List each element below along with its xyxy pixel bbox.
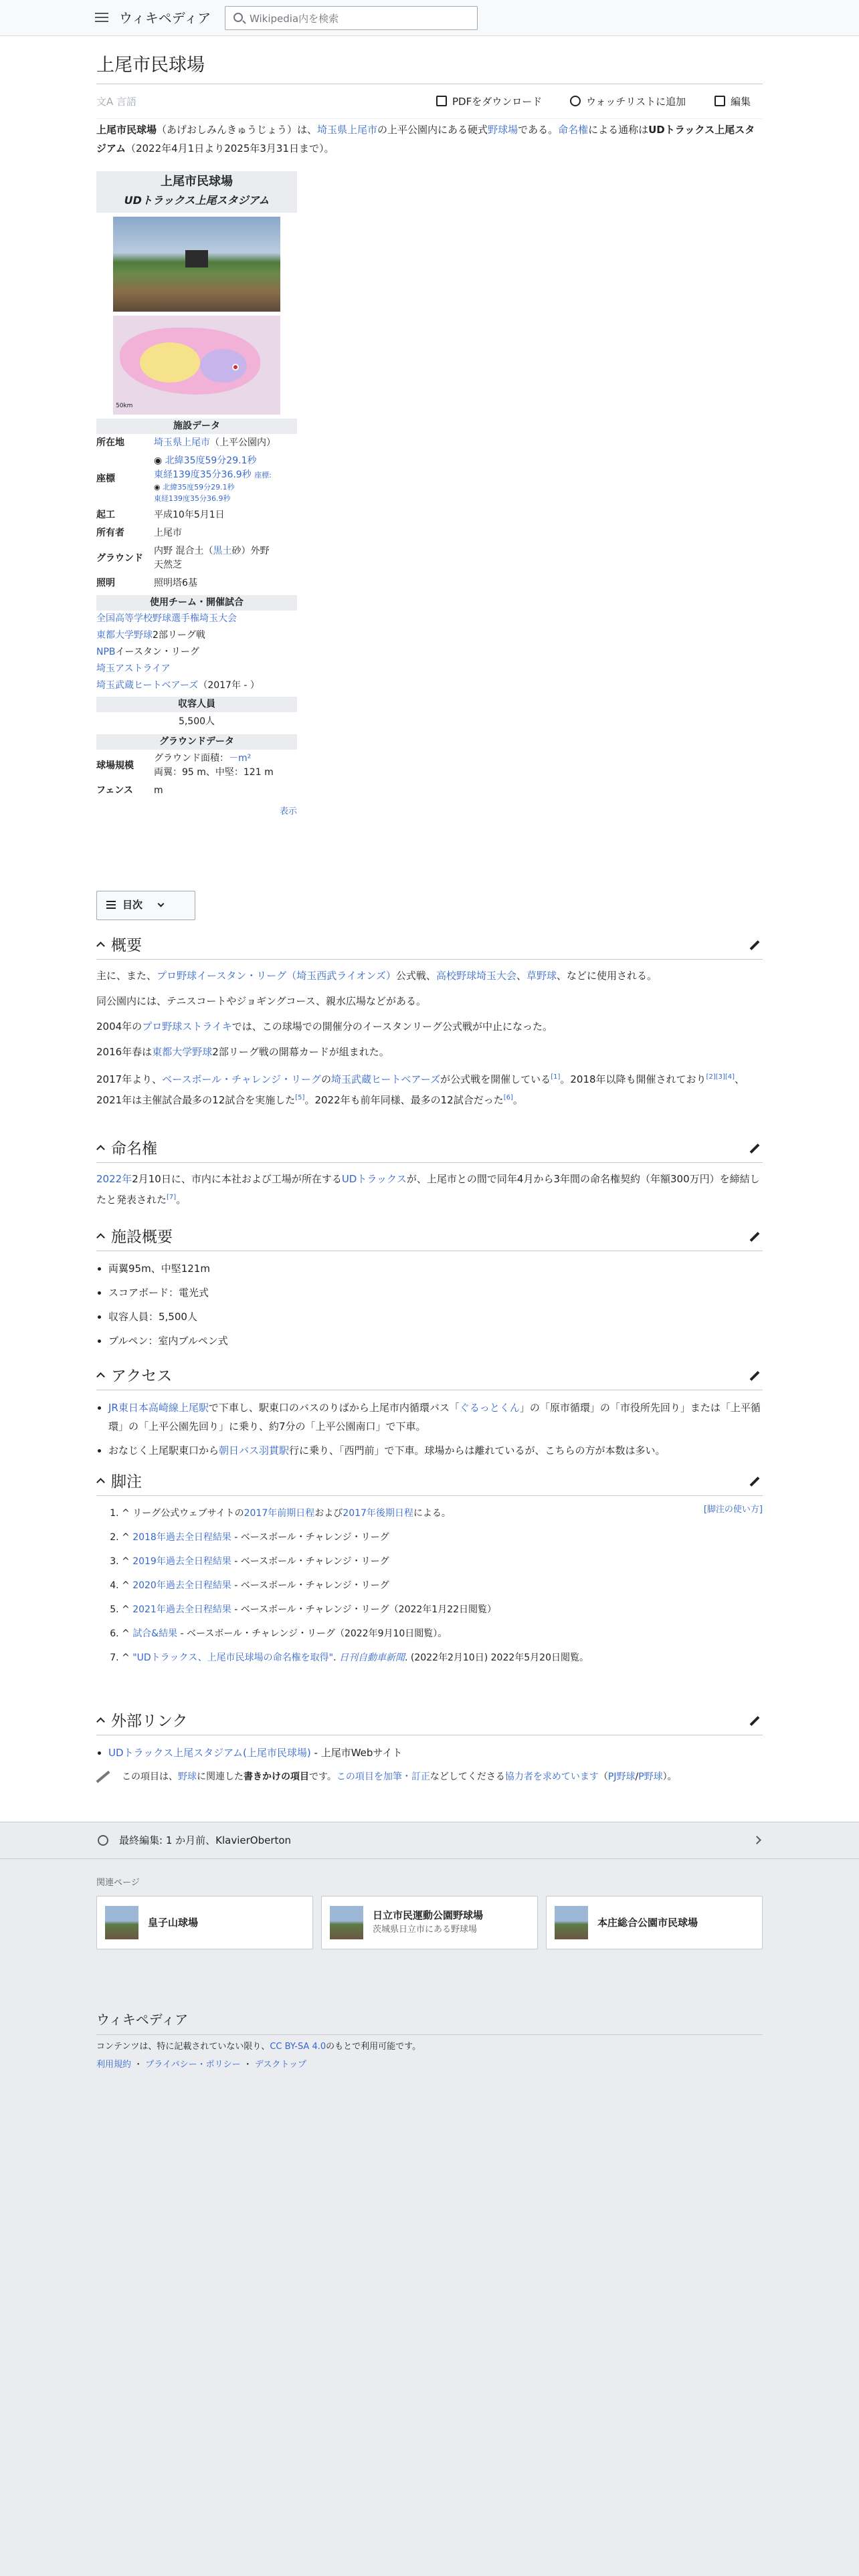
- coord-label-small: 座標:: [254, 471, 272, 479]
- text: ^: [122, 1556, 133, 1567]
- infobox-row-light: [96, 574, 297, 593]
- list-item: • スコアボード：電光式: [108, 1283, 763, 1302]
- edit-label: 編集: [731, 96, 751, 108]
- language-button[interactable]: 文A 言語: [96, 96, 137, 108]
- team-list: [96, 611, 297, 694]
- footer-wordmark: ウィキペディア: [96, 2009, 763, 2035]
- team-item: [96, 661, 297, 677]
- text: .: [333, 1652, 339, 1663]
- section-heading[interactable]: [96, 1469, 763, 1496]
- paragraph: [96, 966, 763, 985]
- row-value: 両翼：95 m、中堅：121 m: [154, 767, 274, 778]
- list-icon: [106, 901, 116, 909]
- text: のもとで利用可能です。: [326, 2042, 421, 2052]
- link[interactable]: P野球: [638, 1772, 663, 1782]
- edit-section-icon[interactable]: [749, 1232, 760, 1243]
- coord-small-link[interactable]: 北緯35度59分29.1秒: [163, 483, 235, 492]
- notes-list: [96, 1505, 763, 1666]
- card-desc: 茨城県日立市にある野球場: [373, 1925, 478, 1935]
- scoreboard-shape: [185, 250, 208, 267]
- section-title: 施設概要: [111, 1228, 173, 1246]
- section-title: 概要: [111, 937, 142, 954]
- text: 。2018年以降も開催されており: [560, 1073, 706, 1085]
- access-list: [96, 1398, 763, 1460]
- team-link[interactable]: NPB: [96, 647, 116, 657]
- related-label: 関連ページ: [96, 1878, 140, 1888]
- chevron-down-icon: [158, 901, 165, 907]
- location-link[interactable]: 埼玉県上尾市: [154, 437, 210, 448]
- section-notes: [96, 1469, 763, 1674]
- last-edit-text: 最終編集: 1 か月前、KlavierOberton: [119, 1834, 292, 1846]
- text: ^: [122, 1652, 133, 1663]
- license-link[interactable]: CC BY-SA 4.0: [270, 2042, 326, 2052]
- infobox-title: [96, 171, 297, 213]
- infobox: [96, 171, 297, 819]
- row-value: 天然芝: [154, 560, 182, 570]
- external-link[interactable]: UDトラックス上尾スタジアム(上尾市民球場): [108, 1747, 311, 1759]
- section-heading[interactable]: [96, 1224, 763, 1251]
- globe-icon: ◉: [154, 455, 165, 466]
- section-naming: [96, 1136, 763, 1209]
- row-value: m: [154, 785, 163, 796]
- paragraph: 同公園内には、テニスコートやジョギングコース、親水広場などがある。: [96, 995, 427, 1007]
- note-item: [122, 1553, 763, 1570]
- lead-text: である。: [518, 124, 559, 136]
- edit-button[interactable]: [714, 94, 751, 110]
- link[interactable]: PJ野球: [607, 1772, 636, 1782]
- link[interactable]: この項目を加筆・訂正: [336, 1772, 430, 1782]
- watchlist-button[interactable]: [570, 94, 686, 110]
- link[interactable]: 2017年後期日程: [343, 1508, 413, 1519]
- link[interactable]: 日刊自動車新聞: [339, 1652, 405, 1663]
- team-rest: イースタン・リーグ: [115, 647, 199, 657]
- row-label: フェンス: [96, 785, 133, 796]
- header: [0, 0, 859, 36]
- row-label: 球場規模: [96, 760, 134, 771]
- text: - ベースボール・チャレンジ・リーグ: [231, 1556, 389, 1567]
- paragraph: [96, 1043, 763, 1061]
- text: による。: [413, 1508, 451, 1519]
- row-value: 上尾市: [154, 528, 182, 538]
- note-item: [122, 1650, 763, 1666]
- text: および: [314, 1508, 343, 1519]
- link[interactable]: 2019年過去全日程結果: [132, 1556, 231, 1567]
- ground-link[interactable]: 黒土: [213, 546, 232, 556]
- infobox-row-ground: [96, 542, 297, 574]
- team-rest: （2017年 - ）: [198, 680, 260, 691]
- note-item: [122, 1505, 763, 1521]
- edit-section-icon[interactable]: [749, 1144, 760, 1154]
- text: - ベースボール・チャレンジ・リーグ（2022年1月22日閲覧）: [231, 1604, 497, 1615]
- section-overview: [96, 932, 763, 1109]
- note-item: [122, 1578, 763, 1594]
- edit-section-icon[interactable]: [749, 1371, 760, 1382]
- link-baseball-field[interactable]: 野球場: [488, 124, 518, 136]
- watch-label: ウォッチリストに追加: [586, 96, 686, 108]
- infobox-section-teams: 使用チーム・開催試合: [96, 595, 297, 611]
- related-card[interactable]: [96, 1896, 313, 1949]
- text: ^: [122, 1580, 133, 1591]
- pdf-label: PDFをダウンロード: [452, 96, 543, 108]
- related-card[interactable]: [546, 1896, 763, 1949]
- lead-name: 上尾市民球場: [96, 124, 157, 136]
- link[interactable]: プロ野球ストライキ: [142, 1021, 232, 1033]
- pen-icon: [96, 1769, 118, 1785]
- section-title: アクセス: [111, 1368, 173, 1385]
- link[interactable]: 2018年過去全日程結果: [132, 1532, 231, 1543]
- section-title: 脚注: [111, 1473, 142, 1491]
- infobox-row-coords: [96, 452, 297, 506]
- row-label: 照明: [96, 578, 115, 588]
- language-label: 言語: [116, 96, 137, 108]
- edit-section-icon[interactable]: [749, 1477, 760, 1487]
- location-map[interactable]: [113, 316, 280, 415]
- link-ageo[interactable]: 埼玉県上尾市: [317, 124, 378, 136]
- text: ^: [122, 1604, 133, 1615]
- card-title: 皇子山球場: [148, 1916, 199, 1929]
- infobox-row-size: [96, 750, 297, 782]
- wordmark[interactable]: ウィキペディア: [119, 10, 211, 26]
- link[interactable]: 2021年過去全日程結果: [132, 1604, 231, 1615]
- text: /: [635, 1772, 639, 1782]
- external-list: [96, 1743, 763, 1762]
- team-link[interactable]: 埼玉アストライア: [96, 663, 171, 674]
- team-item: [96, 677, 297, 694]
- list-item: • 収容人員：5,500人: [108, 1307, 763, 1326]
- text: ）。: [662, 1772, 677, 1782]
- text: この項目は、: [122, 1772, 178, 1782]
- text: ^ リーグ公式ウェブサイトの: [122, 1508, 244, 1519]
- text: コンテンツは、特に記載されていない限り、: [96, 2042, 270, 2052]
- section-title: 命名権: [111, 1140, 157, 1158]
- list-item: • 両翼95m、中堅121m: [108, 1259, 763, 1278]
- coord-lat-link[interactable]: 北緯35度59分29.1秒: [165, 455, 257, 466]
- text: 。: [512, 1094, 523, 1106]
- team-link[interactable]: 埼玉武蔵ヒートベアーズ: [96, 680, 199, 691]
- collapse-icon[interactable]: [96, 1478, 105, 1487]
- clock-icon: [98, 1835, 108, 1846]
- area-link[interactable]: －m²: [229, 753, 252, 764]
- text: ^: [122, 1532, 133, 1543]
- map-scale: 50km: [116, 402, 133, 409]
- edit-section-icon[interactable]: [749, 940, 760, 951]
- lead-paragraph: [96, 120, 763, 158]
- team-link[interactable]: 東都大学野球: [96, 630, 153, 641]
- section-access: [96, 1363, 763, 1465]
- thumbnail: [555, 1906, 588, 1939]
- collapse-icon[interactable]: [96, 1233, 105, 1242]
- link[interactable]: "UDトラックス、上尾市民球場の命名権を取得": [132, 1652, 334, 1663]
- reference[interactable]: [7]: [167, 1194, 177, 1201]
- license-text: [96, 2040, 763, 2054]
- text: 2部リーグ戦の開幕カードが組まれた。: [212, 1046, 389, 1058]
- paragraph: [96, 1170, 763, 1209]
- stub-notice: [96, 1769, 763, 1785]
- coord-small-link[interactable]: 東経139度35分36.9秒: [154, 494, 231, 503]
- list-item: • ブルペン：室内ブルペン式: [108, 1331, 763, 1350]
- reference[interactable]: [5]: [295, 1094, 305, 1101]
- infobox-row-start: [96, 506, 297, 524]
- list-item: [108, 1441, 763, 1460]
- text: で下車し、駅東口のバスのりばから上尾市内循環バス「: [208, 1402, 460, 1414]
- note-item: [122, 1626, 763, 1642]
- globe-icon: ◉: [154, 483, 163, 492]
- link[interactable]: UDトラックス: [341, 1173, 407, 1185]
- section-facility: [96, 1224, 763, 1356]
- last-edit-bar[interactable]: [0, 1822, 859, 1859]
- footer: [96, 2009, 763, 2072]
- page-title: 上尾市民球場: [96, 55, 205, 76]
- list-item: [108, 1743, 763, 1762]
- text: が、上尾市との間で同年4月から3年間の命名権契約（年額300万円）を締結したと発表された: [96, 1173, 760, 1206]
- link[interactable]: 2017年前期日程: [244, 1508, 315, 1519]
- privacy-link[interactable]: プライバシー・ポリシー: [145, 2059, 241, 2070]
- text: 行に乗り、「西門前」で下車。球場からは離れているが、こちらの方が本数は多い。: [289, 1444, 666, 1457]
- link[interactable]: 埼玉武蔵ヒートベアーズ: [330, 1073, 441, 1085]
- lead-naming: UDトラックス上尾スタジアム: [96, 124, 755, 154]
- text: 2017年より、: [96, 1073, 163, 1085]
- paragraph: [96, 1017, 763, 1036]
- link[interactable]: 協力者を求めています: [504, 1772, 599, 1782]
- thumbnail: [330, 1906, 363, 1939]
- link[interactable]: 草野球: [526, 970, 557, 982]
- infobox-section-facility: 施設データ: [96, 419, 297, 434]
- lead-text: （あげおしみんきゅうじょう）は、: [157, 124, 318, 136]
- infobox-name: 上尾市民球場: [161, 175, 233, 189]
- card-title: 日立市民運動公園野球場: [373, 1909, 484, 1922]
- link[interactable]: 野球: [178, 1772, 197, 1782]
- row-value: 砂）外野: [231, 546, 270, 556]
- text: ^: [122, 1628, 133, 1639]
- lead-text: （2022年4月1日より2025年3月31日まで）。: [125, 142, 335, 154]
- row-value: （上平公園内）: [210, 437, 276, 448]
- text: - ベースボール・チャレンジ・リーグ: [231, 1532, 389, 1543]
- collapse-icon[interactable]: [96, 1717, 105, 1726]
- link[interactable]: 2020年過去全日程結果: [132, 1580, 231, 1591]
- note-item: [122, 1529, 763, 1545]
- infobox-subtitle: UDトラックス上尾スタジアム: [124, 194, 270, 207]
- facility-list: [96, 1259, 763, 1350]
- link[interactable]: 羽貫駅: [259, 1444, 290, 1457]
- section-heading[interactable]: [96, 932, 763, 960]
- text: 、などに使用される。: [556, 970, 657, 982]
- page-actions: [96, 88, 763, 115]
- link[interactable]: 朝日バス: [219, 1444, 260, 1457]
- reference[interactable]: [6]: [503, 1094, 513, 1101]
- row-value: 内野 混合土（: [154, 546, 213, 556]
- text: です。: [309, 1772, 337, 1782]
- text: 。: [176, 1194, 187, 1206]
- text: の: [320, 1073, 331, 1085]
- team-item: [96, 627, 297, 644]
- pencil-icon: [714, 96, 725, 106]
- row-value: 平成10年5月1日: [154, 510, 225, 520]
- link[interactable]: ベースボール・チャレンジ・リーグ: [162, 1073, 321, 1085]
- note-item: [122, 1602, 763, 1618]
- reference[interactable]: [2][3][4]: [706, 1073, 735, 1081]
- text: 。2022年も前年同様、最多の12試合だった: [304, 1094, 504, 1106]
- section-heading[interactable]: [96, 1136, 763, 1163]
- coord-lon-link[interactable]: 東経139度35分36.9秒: [154, 469, 252, 480]
- section-title: 外部リンク: [111, 1713, 188, 1730]
- desktop-link[interactable]: デスクトップ: [254, 2059, 306, 2070]
- link[interactable]: 試合&結果: [132, 1628, 178, 1639]
- text: 2月10日に、市内に本社および工場が所在する: [132, 1173, 342, 1185]
- infobox-show-link[interactable]: 表示: [279, 807, 297, 817]
- team-link[interactable]: 全国高等学校野球選手権埼玉大会: [96, 613, 237, 624]
- terms-link[interactable]: 利用規約: [96, 2059, 132, 2070]
- text: 、2021年は主催試合最多の12試合を実施した: [96, 1073, 745, 1106]
- star-icon: [570, 96, 581, 106]
- text: 主に、また、: [96, 970, 157, 982]
- infobox-row-fence: [96, 782, 297, 800]
- search-input[interactable]: [225, 6, 478, 30]
- lead-text: の上平公園内にある硬式: [377, 124, 488, 136]
- lead-text: による通称は: [588, 124, 649, 136]
- reference[interactable]: [1]: [551, 1073, 561, 1081]
- text: 書きかけの項目: [244, 1772, 309, 1782]
- text: 2016年春は: [96, 1046, 153, 1058]
- row-value: グラウンド面積：: [154, 753, 229, 764]
- link[interactable]: 東都大学野球: [152, 1046, 213, 1058]
- text: に関連した: [197, 1772, 244, 1782]
- link[interactable]: JR東日本高崎線: [108, 1402, 179, 1414]
- row-label: 所有者: [96, 528, 124, 538]
- section-heading[interactable]: [96, 1363, 763, 1390]
- text: 、: [516, 970, 527, 982]
- section-external: [96, 1708, 763, 1785]
- team-item: [96, 611, 297, 627]
- row-value: 照明塔6基: [154, 578, 197, 588]
- edit-section-icon[interactable]: [749, 1716, 760, 1727]
- chevron-right-icon: [753, 1836, 761, 1844]
- text: . (2022年2月10日) 2022年5月20日閲覧。: [405, 1652, 589, 1663]
- footnote-usage-link[interactable]: [脚注の使い方]: [703, 1505, 763, 1515]
- row-label: 所在地: [96, 437, 124, 448]
- toc-label: 目次: [122, 899, 143, 911]
- row-label: 座標: [96, 473, 115, 484]
- text: おなじく上尾駅東口から: [108, 1444, 219, 1457]
- text: が公式戦を開催している: [440, 1073, 551, 1085]
- related-pages: [96, 1876, 763, 1949]
- pdf-download-button[interactable]: [436, 94, 542, 110]
- link[interactable]: プロ野球イースタン・リーグ（埼玉西武ライオンズ）: [157, 970, 396, 982]
- map-pin-icon: [232, 364, 239, 370]
- collapse-icon[interactable]: [96, 1372, 105, 1381]
- map-region: [200, 349, 247, 383]
- text: - ベースボール・チャレンジ・リーグ: [231, 1580, 389, 1591]
- infobox-row-location: [96, 434, 297, 452]
- footer-links: 利用規約 ・ プライバシー・ポリシー ・ デスクトップ: [96, 2059, 306, 2070]
- team-item: [96, 644, 297, 661]
- row-label: 起工: [96, 510, 115, 520]
- paragraph: [96, 1068, 763, 1109]
- search-icon: [233, 13, 243, 22]
- text: - 上尾市Webサイト: [310, 1747, 403, 1759]
- thumbnail: [105, 1906, 138, 1939]
- actions-divider: [96, 118, 763, 119]
- collapse-icon[interactable]: [96, 942, 105, 950]
- collapse-icon[interactable]: [96, 1145, 105, 1154]
- infobox-section-capacity: 収容人員: [96, 697, 297, 712]
- related-card[interactable]: [321, 1896, 538, 1949]
- link[interactable]: 上尾駅: [178, 1402, 209, 1414]
- text: （: [598, 1772, 608, 1782]
- team-rest: 2部リーグ戦: [153, 630, 205, 641]
- infobox-row-owner: [96, 524, 297, 542]
- text: では、この球場での開催分のイースタンリーグ公式戦が中止になった。: [231, 1021, 553, 1033]
- stadium-photo[interactable]: [113, 217, 280, 312]
- infobox-section-grounddata: グラウンドデータ: [96, 734, 297, 750]
- card-title: 本庄総合公園市民球場: [597, 1916, 698, 1929]
- text: 2004年の: [96, 1021, 142, 1033]
- section-heading[interactable]: [96, 1708, 763, 1735]
- menu-icon[interactable]: [95, 10, 110, 25]
- text: などしてくださる: [430, 1772, 505, 1782]
- link[interactable]: 高校野球埼玉大会: [436, 970, 516, 982]
- download-icon: [436, 96, 447, 106]
- row-label: グラウンド: [96, 552, 143, 564]
- capacity-value: 5,500人: [178, 716, 215, 727]
- search-placeholder: Wikipedia内を検索: [250, 13, 339, 25]
- toc-button[interactable]: [96, 891, 195, 920]
- map-region: [140, 342, 200, 383]
- link[interactable]: ぐるっとくん: [459, 1402, 520, 1414]
- link-naming-rights[interactable]: 命名権: [558, 124, 589, 136]
- list-item: [108, 1398, 763, 1436]
- page-content: [0, 36, 859, 1822]
- text: - ベースボール・チャレンジ・リーグ（2022年9月10日閲覧）。: [177, 1628, 448, 1639]
- text: 公式戦、: [395, 970, 436, 982]
- link[interactable]: 2022年: [96, 1173, 132, 1185]
- text: 」の「原市循環」の「市役所先回り」または「上平循環」の「上平公園先回り」に乗り、約7分の「上平公園南口」で下車。: [108, 1402, 761, 1432]
